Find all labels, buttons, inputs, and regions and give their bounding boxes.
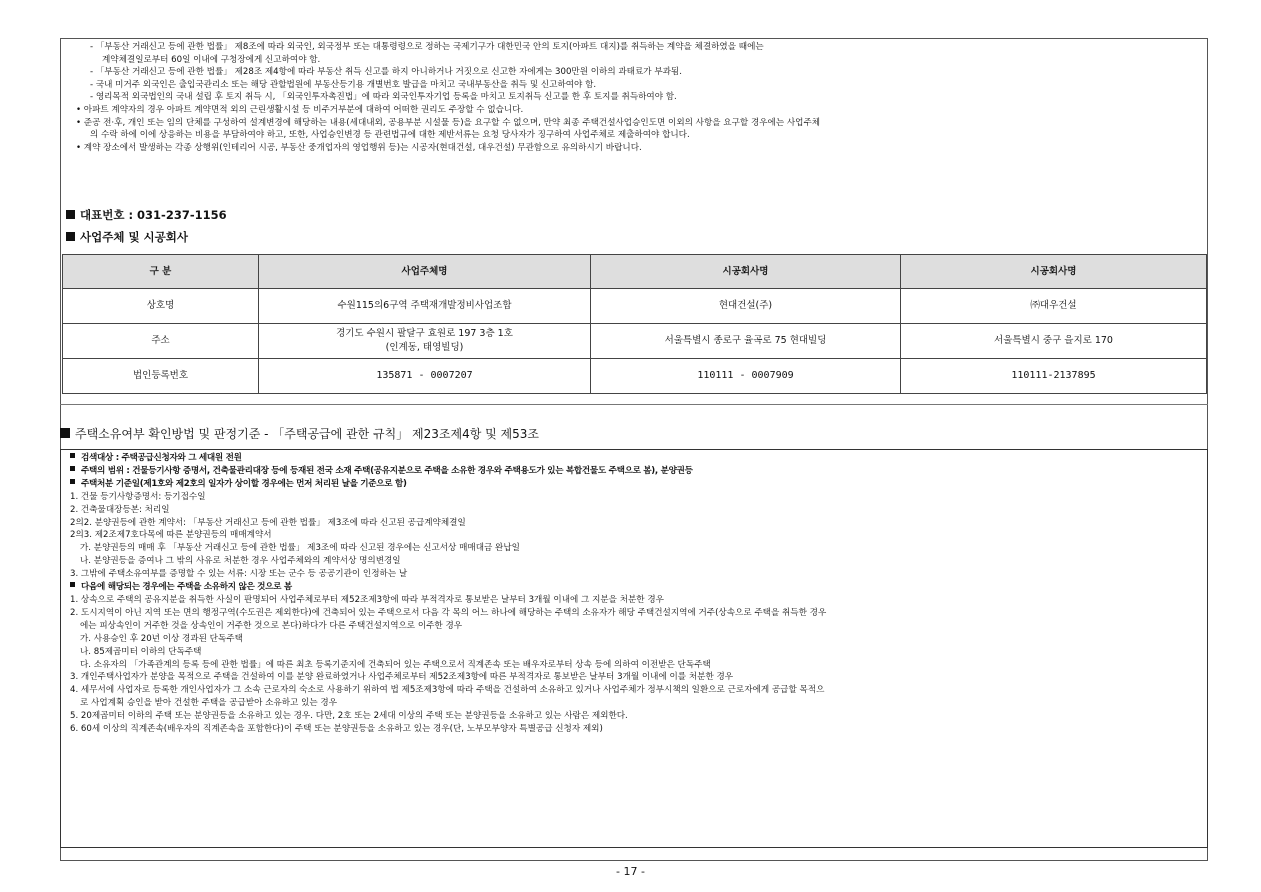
criteria-text: 1. 상속으로 주택의 공유지분을 취득한 사실이 판명되어 사업주체로부터 제52조제3항에 따라 부적격자로 통보받은 날부터 3개월 이내에 그 지분을 처분한 경우 — [70, 594, 664, 605]
criteria-text: 나. 85제곱미터 이하의 단독주택 — [80, 646, 202, 657]
criteria-text: 2의3. 제2조제7호다목에 따른 분양권등의 매매계약서 — [70, 530, 272, 541]
criteria-text: 2의2. 분양권등에 관한 계약서: 「부동산 거래신고 등에 관한 법률」 제3조에 따라 신고된 공급계약체결일 — [70, 517, 466, 528]
table-cell: 수원115의6구역 주택재개발정비사업조합 — [259, 289, 591, 324]
table-cell: 주소 — [63, 324, 259, 359]
criteria-text: 가. 사용승인 후 20년 이상 경과된 단독주택 — [80, 633, 243, 644]
square-bullet-icon — [70, 466, 75, 471]
criteria-item — [66, 659, 1204, 672]
criteria-text: 주택의 범위 : 건물등기사항 증명서, 건축물관리대장 등에 등재된 전국 소재 주택(공유지분으로 주택을 소유한 경우와 주택용도가 있는 복합건물도 주택으로 봄), 분양권등 — [81, 465, 693, 476]
criteria-text: 가. 분양권등의 매매 후 「부동산 거래신고 등에 관한 법률」 제3조에 따라 신고된 경우에는 신고서상 매매대금 완납일 — [80, 543, 520, 554]
criteria-text: 4. 세무서에 사업자로 등록한 개인사업자가 그 소속 근로자의 숙소로 사용하기 위하여 법 제5조제3항에 따라 주택을 건설하여 소유하고 있거나 사업주체가 정부시책의 일환으로 근로자에게 공급할 목적으 — [70, 685, 825, 696]
criteria-item — [66, 697, 1204, 710]
criteria-text: 다. 소유자의 「가족관계의 등록 등에 관한 법률」에 따른 최초 등록기준지에 건축되어 있는 주택으로서 직계존속 또는 배우자로부터 상속 등에 의하여 이전받은 단독주택 — [80, 659, 711, 670]
square-bullet-icon — [70, 453, 75, 458]
criteria-text: 6. 60세 이상의 직계존속(배우자의 직계존속을 포함한다)이 주택 또는 분양권등을 소유하고 있는 경우(단, 노부모부양자 특별공급 신청자 제외) — [70, 724, 603, 735]
criteria-item — [66, 555, 1204, 568]
criteria-text: 로 사업계획 승인을 받아 건설한 주택을 공급받아 소유하고 있는 경우 — [80, 698, 338, 709]
note-line: • 계약 장소에서 발생하는 각종 상행위(인테리어 시공, 부동산 중개업자의 영업행위 등)는 시공자(현대건설, 대우건설) 무관함으로 유의하시기 바랍니다. — [76, 142, 642, 153]
criteria-text: 다음에 해당되는 경우에는 주택을 소유하지 않은 것으로 봄 — [81, 582, 292, 593]
criteria-heading — [66, 452, 1204, 465]
square-bullet-icon — [70, 479, 75, 484]
table-cell: 135871 - 0007207 — [259, 359, 591, 394]
table-cell: 서울특별시 종로구 율곡로 75 현대빌딩 — [591, 324, 901, 359]
criteria-text: 주택처분 기준일(제1호와 제2호의 일자가 상이할 경우에는 먼저 처리된 날을 기준으로 함) — [81, 478, 407, 489]
criteria-text: 1. 건물 등기사항증명서: 등기접수일 — [70, 491, 206, 502]
criteria-item — [66, 646, 1204, 659]
criteria-item — [66, 684, 1204, 697]
criteria-item — [66, 491, 1204, 504]
table-row — [63, 289, 1207, 324]
divider — [60, 404, 1208, 405]
criteria-list — [66, 452, 1204, 736]
company-heading: 사업주체 및 시공회사 — [66, 229, 188, 245]
criteria-heading — [66, 465, 1204, 478]
criteria-text: 3. 그밖에 주택소유여부를 증명할 수 있는 서류: 시장 또는 군수 등 공공기관이 인정하는 날 — [70, 569, 408, 580]
table-header-cell: 시공회사명 — [591, 255, 901, 289]
criteria-item — [66, 568, 1204, 581]
square-bullet-icon — [66, 232, 75, 241]
ownership-heading: 주택소유여부 확인방법 및 판정기준 - 「주택공급에 관한 규칙」 제23조제4항 및 제53조 — [60, 425, 539, 442]
criteria-text: 3. 개인주택사업자가 분양을 목적으로 주택을 건설하여 이를 분양 완료하였거나 사업주체로부터 제52조제3항에 따른 부적격자로 통보받은 날부터 3개월 이내에 이를 처분한 경우 — [70, 672, 734, 683]
table-cell: 상호명 — [63, 289, 259, 324]
criteria-item — [66, 633, 1204, 646]
notes-list — [66, 41, 1206, 154]
square-bullet-icon — [66, 210, 75, 219]
criteria-item — [66, 620, 1204, 633]
note-line: - 국내 미거주 외국인은 출입국관리소 또는 해당 관할법원에 부동산등기용 개별번호 발급을 마치고 국내부동산을 취득 및 신고하여야 함. — [90, 79, 597, 90]
criteria-text: 나. 분양권등을 증여나 그 밖의 사유로 처분한 경우 사업주체와의 계약서상 명의변경일 — [80, 556, 401, 567]
table-cell: 110111 - 0007909 — [591, 359, 901, 394]
note-line: 계약체결일로부터 60일 이내에 구청장에게 신고하여야 함. — [102, 54, 321, 65]
criteria-item — [66, 529, 1204, 542]
criteria-item — [66, 607, 1204, 620]
square-bullet-icon — [60, 428, 70, 438]
note-line: 의 수락 하에 이에 상응하는 비용을 부담하여야 하고, 또한, 사업승인변경 등 관련법규에 대한 제반서류는 요청 당사자가 징구하여 사업주체로 제출하여야 합니다. — [90, 130, 690, 141]
note-line: - 영리목적 외국법인의 국내 설립 후 토지 취득 시, 「외국인투자촉진법」에 따라 외국인투자기업 등록을 마치고 토지취득 신고를 한 후 토지를 취득하여야 함. — [90, 92, 677, 103]
criteria-item — [66, 594, 1204, 607]
square-bullet-icon — [70, 582, 75, 587]
note-line: - 「부동산 거래신고 등에 관한 법률」 제28조 제4항에 따라 부동산 취득 신고를 하지 아니하거나 거짓으로 신고한 자에게는 300만원 이하의 과태료가 부과됨. — [90, 67, 682, 78]
note-line: • 준공 전·후, 개인 또는 임의 단체를 구성하여 설계변경에 해당하는 내용(세대내외, 공용부분 시설물 등)을 요구할 수 없으며, 만약 최종 주택건설사업승인도면 이외의 사항을 요구할 경우에는 사업주체 — [76, 117, 821, 128]
criteria-item — [66, 710, 1204, 723]
note-line: • 아파트 계약자의 경우 아파트 계약면적 외의 근린생활시설 등 비주거부분에 대하여 어떠한 권리도 주장할 수 없습니다. — [76, 104, 524, 115]
criteria-text: 검색대상 : 주택공급신청자와 그 세대원 전원 — [81, 453, 242, 463]
table-header-row — [63, 255, 1207, 289]
criteria-text: 에는 피상속인이 거주한 것을 상속인이 거주한 것으로 본다)하다가 다른 주택건설지역으로 이주한 경우 — [80, 620, 463, 631]
table-cell: 서울특별시 중구 을지로 170 — [901, 324, 1207, 359]
table-cell: 110111-2137895 — [901, 359, 1207, 394]
criteria-item — [66, 517, 1204, 530]
table-cell: 경기도 수원시 팔달구 효원로 197 3층 1호 (인계동, 태영빌딩) — [259, 324, 591, 359]
table-row — [63, 324, 1207, 359]
criteria-item — [66, 504, 1204, 517]
table-row — [63, 359, 1207, 394]
phone-heading: 대표번호 : 031-237-1156 — [66, 207, 227, 223]
table-cell: 법인등록번호 — [63, 359, 259, 394]
criteria-heading — [66, 581, 1204, 594]
page-number: - 17 - — [616, 865, 645, 878]
criteria-item — [66, 671, 1204, 684]
criteria-heading — [66, 478, 1204, 491]
table-header-cell: 시공회사명 — [901, 255, 1207, 289]
table-cell: 현대건설(주) — [591, 289, 901, 324]
table-header-cell: 구 분 — [63, 255, 259, 289]
table-header-cell: 사업주체명 — [259, 255, 591, 289]
criteria-text: 2. 도시지역이 아닌 지역 또는 면의 행정구역(수도권은 제외한다)에 건축되어 있는 주택으로서 다음 각 목의 어느 하나에 해당하는 주택의 소유자가 해당 주택건설지역에 거주(상속으로 주택을 취득한 경우 — [70, 607, 827, 618]
criteria-text: 2. 건축물대장등본: 처리일 — [70, 504, 170, 515]
criteria-text: 5. 20제곱미터 이하의 주택 또는 분양권등을 소유하고 있는 경우. 다만, 2호 또는 2세대 이상의 주택 또는 분양권등을 소유하고 있는 사람은 제외한다. — [70, 711, 628, 722]
table-cell: ㈜대우건설 — [901, 289, 1207, 324]
note-line: - 「부동산 거래신고 등에 관한 법률」 제8조에 따라 외국인, 외국정부 또는 대통령령으로 정하는 국제기구가 대한민국 안의 토지(아파트 대지)를 취득하는 계약을 체결하였을 때에는 — [90, 42, 764, 52]
company-table — [62, 254, 1207, 394]
criteria-item — [66, 542, 1204, 555]
criteria-item — [66, 723, 1204, 736]
